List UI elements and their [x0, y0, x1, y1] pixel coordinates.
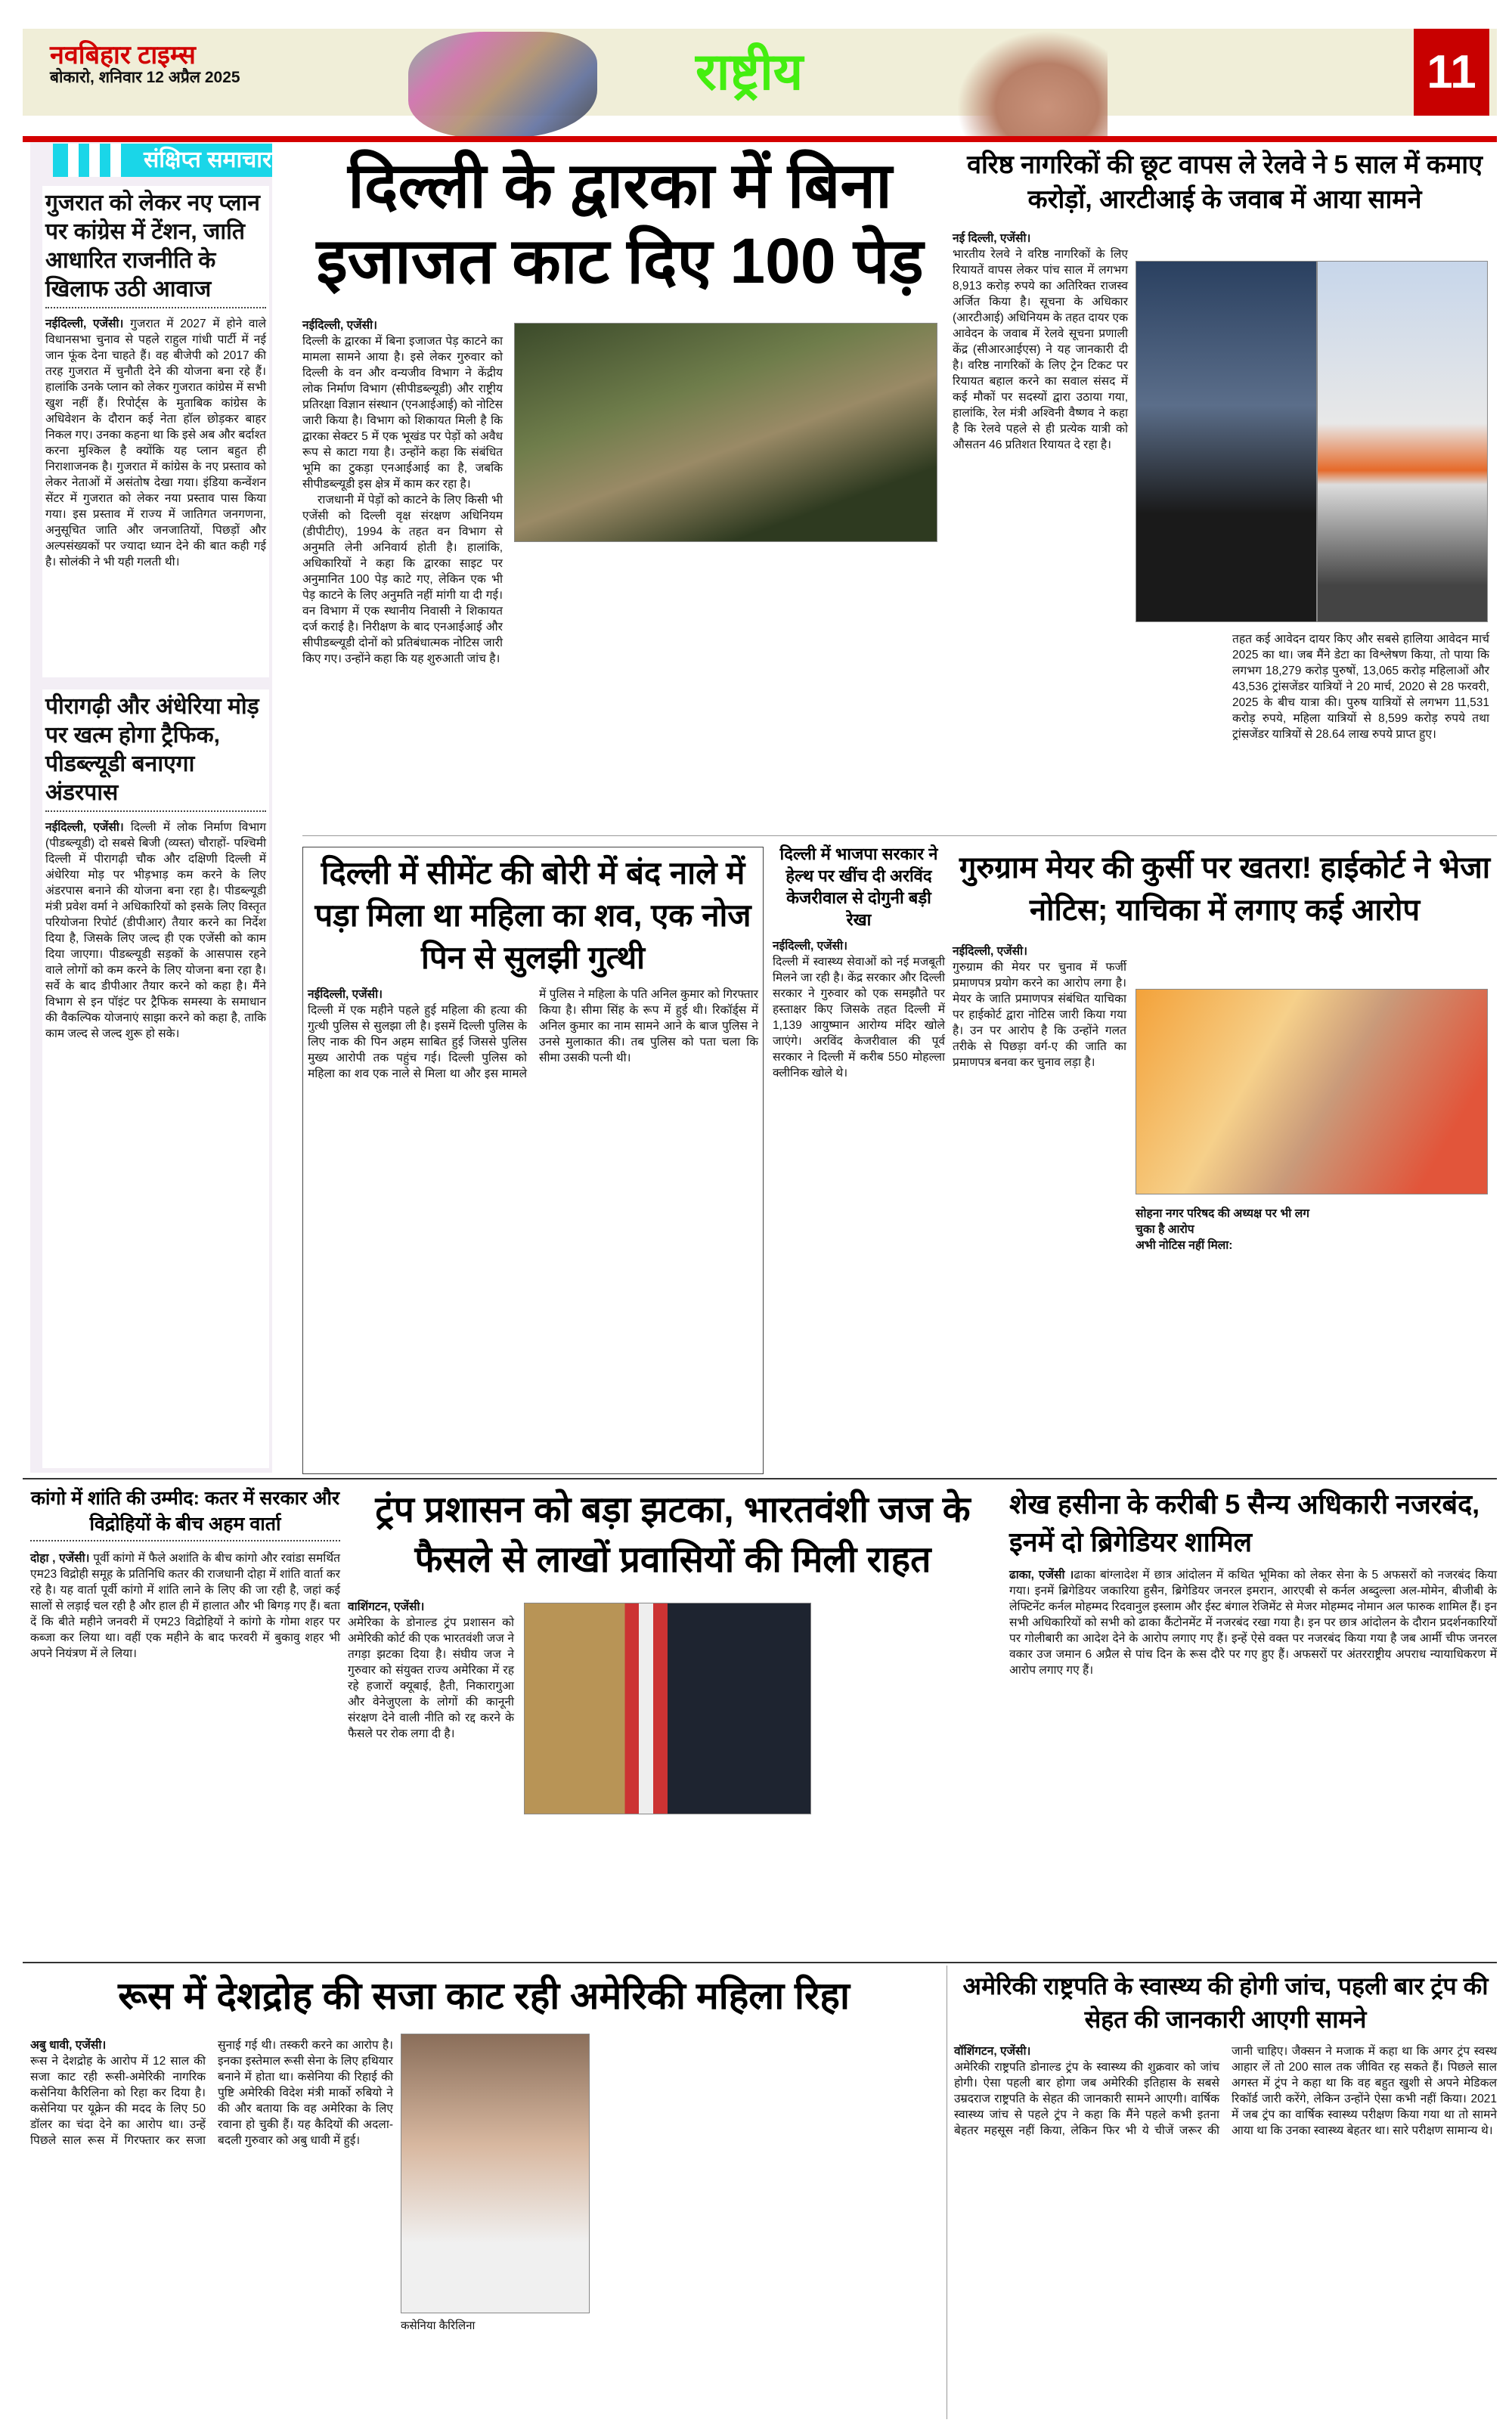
- article-body: दिल्ली में स्वास्थ्य सेवाओं को नई मजबूती मिलने जा रही है। केंद्र सरकार और दिल्ली सरकार ने गुरुवार को एक समझौते पर हस्ताक्षर किए जिसके तहत दिल्ली में 1,139 आयुष्मान आरोग्य मंदिर खोले जाएंगे। अरविंद केजरीवाल की पूर्व सरकार ने दिल्ली में करीब 550 मोहल्ला क्लीनिक खोले थे।: [773, 956, 945, 1080]
- bars-icon: [68, 144, 125, 177]
- byline: वॉशिंगटन, एजेंसी।: [954, 2045, 1031, 2058]
- subheading: सोहना नगर परिषद की अध्यक्ष पर भी लग चुका है आरोप: [1136, 1207, 1309, 1236]
- article-body: दिल्ली के द्वारका में बिना इजाजत पेड़ काटने का मामला सामने आया है। इसे लेकर गुरुवार को दिल्ली के वन और वन्यजीव विभाग ने केंद्रीय लोक निर्माण विभाग (सीपीडब्ल्यूडी) और राष्ट्रीय प्रतिरक्षा विज्ञान संस्थान (एनआईआई) को नोटिस जारी किया है। विभाग को शिकायत मिली है कि द्वारका सेक्टर 5 में एक भूखंड पर पेड़ों को अवैध रूप से काटा गया है। उन्होंने कहा कि संबंधित भूमि का टुकड़ा एनआईआई का है, जबकि सीपीडब्ल्यूडी इस क्षेत्र में काम कर रहा है।: [302, 335, 503, 491]
- headline: गुजरात को लेकर नए प्लान पर कांग्रेस में टेंशन, जाति आधारित राजनीति के खिलाफ उठी आवाज: [45, 189, 266, 308]
- train-photo: [1317, 261, 1488, 622]
- briefs-tag-label: संक्षिप्त समाचार: [144, 147, 272, 172]
- byline: ढाका, एजेंसी ।: [1009, 1569, 1074, 1582]
- byline: वाशिंगटन, एजेंसी।: [348, 1600, 425, 1613]
- brief-gujarat: [42, 186, 269, 677]
- byline: नईदिल्ली, एजेंसी।: [302, 319, 378, 332]
- subheading: अभी नोटिस नहीं मिला:: [1136, 1239, 1233, 1252]
- section-title: राष्ट्रीय: [696, 43, 804, 101]
- byline: नईदिल्ली, एजेंसी।: [953, 945, 1028, 958]
- headline: दिल्ली में सीमेंट की बोरी में बंद नाले में पड़ा मिला था महिला का शव, एक नोज पिन से सुलझी गुत्थी: [314, 855, 751, 975]
- divider: [23, 1478, 1497, 1479]
- headline: शेख हसीना के करीबी 5 सैन्य अधिकारी नजरबंद, इनमें दो ब्रिगेडियर शामिल: [1009, 1489, 1480, 1557]
- article-body: अमेरिकी राष्ट्रपति डोनाल्ड ट्रंप के स्वास्थ्य की शुक्रवार को जांच होगी। ऐसा पहली बार होगा जब अमेरिकी इतिहास के सबसे उम्रदराज राष्ट्रपति के सेहत की जानकारी सामने आएगी। वार्षिक स्वास्थ्य जांच से पहले ट्रंप ने कहा कि मैंने पहले कभी इतना बेहतर महसूस नहीं किया, लेकिन फिर भी ये चीजें जरूर की जानी चाहिए। जैक्सन ने मजाक में कहा था कि अगर ट्रंप स्वस्थ आहार लें तो 200 साल तक जीवित रह सकते हैं। पिछले साल अगस्त में ट्रंप ने कहा था कि वह बहुत खुशी से अपने मेडिकल रिकॉर्ड जारी करेंगे, लेकिन उन्होंने ऐसा कभी नहीं किया। 2021 में जब ट्रंप का वार्षिक स्वास्थ्य परीक्षण किया गया था तो सामने आया था कि उनका स्वास्थ्य बेहतर था। सारे परीक्षण सामान्य थे।: [954, 2045, 1497, 2137]
- article-body: ढाका बांग्लादेश में छात्र आंदोलन में कथित भूमिका को लेकर सेना के 5 अफसरों को नजरबंद किया गया। इनमें ब्रिगेडियर जकारिया हुसैन, ब्रिगेडियर जनरल इमरान, आरएबी से कर्नल अब्दुल्ला अल-मोमेन, बीजीबी के लेफ्टिनेंट कर्नल मोहम्मद रिदवानुल इस्लाम और ईस्ट बंगाल रेजिमेंट से मेजर मोहम्मद नोमान अल फारुक शामिल हैं। इन सभी अधिकारियों को सभी को ढाका कैंटोनमेंट में नजरबंद रखा गया है। इन पर छात्र आंदोलन के दौरान प्रदर्शनकारियों पर गोलीबारी का आदेश देने के आरोप लगाए गए हैं। इन्हें ऐसे वक्त पर नजरबंद किया गया है जब आर्मी चीफ जनरल वकार उज जमान 6 अप्रैल से पांच दिन के रूस दौरे पर गए हुए हैं। अफसरों पर अंतरराष्ट्रीय अपराध न्यायाधिकरण में आरोप लगाए गए हैं।: [1009, 1569, 1497, 1677]
- article-body: गुरुग्राम की मेयर पर चुनाव में फर्जी प्रमाणपत्र प्रयोग करने का आरोप लगा है। मेयर के जाति प्रमाणपत्र संबंधित याचिका पर हाईकोर्ट द्वारा नोटिस जारी किया गया है। उन पर आरोप है कि उन्होंने गलत तरीके से पिछड़ा वर्ग-ए की जाति का प्रमाणपत्र बनवा कर चुनाव लड़ा है।: [953, 961, 1126, 1069]
- article-congo: [30, 1486, 340, 1954]
- article-body: गुजरात में 2027 में होने वाले विधानसभा चुनाव से पहले राहुल गांधी पार्टी में नई जान फूंक देना चाहते हैं। वह बीजेपी को 2017 की तरह गुजरात में चुनौती देने की योजना बना रहे हैं। हालांकि उनके प्लान को लेकर गुजरात कांग्रेस में सभी खुश नहीं हैं। रिपोर्ट्स के मुताबिक कांग्रेस के अधिवेशन के दौरान कई नेता हॉल छोड़कर बाहर निकल गए। उनका कहना था कि इसे अब और बर्दाश्त करना मुश्किल है क्योंकि यह प्लान बहुत ही निराशाजनक है। गुजरात में कांग्रेस के नए प्रस्ताव को लेकर नेताओं में असंतोष देखा गया। इंडिया कन्वेंशन सेंटर में गुजरात को लेकर नया प्रस्ताव पास किया गया। इस प्रस्ताव में राज्य में जातिगत जनगणना, अनुसूचित जाति और जनजातियों, पिछड़ों और अल्पसंख्यकों पर ज्यादा ध्यान देने की बात कही गई है। सोलंकी ने भी यही गलती थी।: [45, 318, 267, 569]
- headline: गुरुग्राम मेयर की कुर्सी पर खतरा! हाईकोर्ट ने भेजा नोटिस; याचिका में लगाए कई आरोप: [959, 851, 1491, 927]
- headline: दिल्ली के द्वारका में बिना इजाजत काट दिए 100 पेड़: [316, 150, 924, 296]
- headline: वरिष्ठ नागरिकों की छूट वापस ले रेलवे ने 5 साल में कमाए करोड़ों, आरटीआई के जवाब में आया सामने: [967, 150, 1483, 214]
- article-cement: [302, 847, 764, 1474]
- article-hasina: [1009, 1486, 1497, 1954]
- byline: नईदिल्ली, एजेंसी।: [773, 940, 848, 953]
- ksenia-photo: [401, 2034, 590, 2313]
- divider: [23, 1962, 1497, 1963]
- article-body: अमेरिका के डोनाल्ड ट्रंप प्रशासन को अमेरिकी कोर्ट की एक भारतवंशी जज ने तगड़ा झटका दिया है। संघीय जज ने गुरुवार को संयुक्त राज्य अमेरिका में रह रहे हजारों क्यूबाई, हैती, निकारागुआ और वेनेजुएला के लोगों की कानूनी संरक्षण देने वाली नीति को रद्द करने के फैसले पर रोक लगा दी है।: [348, 1616, 514, 1740]
- article-railway: [953, 147, 1497, 820]
- headline: अमेरिकी राष्ट्रपति के स्वास्थ्य की होगी जांच, पहली बार ट्रंप की सेहत की जानकारी आएगी सामने: [962, 1972, 1489, 2033]
- article-health: [773, 843, 945, 1470]
- byline: अबु धावी, एजेंसी।: [30, 2039, 107, 2052]
- headline: कांगो में शांति की उम्मीद: कतर में सरकार और विद्रोहियों के बीच अहम वार्ता: [30, 1486, 340, 1541]
- article-body: पूर्वी कांगो में फैले अशांति के बीच कांगो और रवांडा समर्थित एम23 विद्रोही समूह के प्रतिनिधि कतर की राजधानी दोहा में शांति वार्ता कर रहे है। यह वार्ता पूर्वी कांगो में शांति लाने के लिए की जा रही है, जहां कई सालों से लड़ाई चल रही है और हाल ही में हालात और भी बिगड़ गए हैं। बता दें कि बीते महीने जनवरी में एम23 विद्रोहियों ने कांगो के गोमा शहर पर कब्जा कर लिया था। वहीं एक महीने के बाद फरवरी में बुकावु शहर भी अपने नियंत्रण में ले लिया।: [30, 1552, 340, 1660]
- brief-underpass: [42, 689, 269, 1468]
- article-trump-judge: [348, 1486, 998, 1954]
- article-body: दिल्ली में लोक निर्माण विभाग (पीडब्ल्यूडी) दो सबसे बिजी (व्यस्त) चौराहों- पश्चिमी दिल्ली में पीरागढ़ी चौक और दक्षिणी दिल्ली में अंधेरिया मोड़ पर भीड़भाड़ कम करने के लिए अंडरपास बनाने की योजना बना रहा है। पीडब्ल्यूडी मंत्री प्रवेश वर्मा ने अधिकारियों को इसके लिए विस्तृत परियोजना रिपोर्ट (डीपीआर) तैयार करने का निर्देश दिया है, जिसके लिए जल्द ही एक एजेंसी को काम दिया जाएगा। पीडब्ल्यूडी सड़कों के आसपास रहने वाले लोगों को कम करने के लिए योजना बना रहा है। सर्वे के बाद डीपीआर तैयार करने को कहा है। मैंने विभाग से इन पॉइंट पर ट्रैफिक समस्या के समाधान की वैकल्पिक योजनाएं साझा करने को कहा है, ताकि काम जल्द से जल्द शुरू हो सके।: [45, 821, 266, 1040]
- mayor-photo: [1136, 989, 1488, 1194]
- photo-caption: कसेनिया कैरिलिना: [401, 2319, 476, 2332]
- page-number: 11: [1414, 29, 1489, 116]
- headline: रूस में देशद्रोह की सजा काट रही अमेरिकी महिला रिहा: [118, 1975, 850, 2017]
- header-rule: [23, 136, 1497, 142]
- article-russia: [30, 1969, 937, 2415]
- byline: नई दिल्ली, एजेंसी।: [953, 232, 1031, 245]
- byline: नईदिल्ली, एजेंसी।: [308, 988, 383, 1001]
- dateline: बोकारो, शनिवार 12 अप्रैल 2025: [50, 69, 240, 86]
- article-gurugram: [953, 847, 1497, 1474]
- byline: नईदिल्ली, एजेंसी।: [45, 821, 124, 834]
- article-trump-health: [954, 1969, 1497, 2415]
- statue-image: [956, 30, 1108, 140]
- article-body: रूस ने देशद्रोह के आरोप में 12 साल की सजा काट रही रूसी-अमेरिकी नागरिक कसेनिया कैरिलिना को रिहा कर दिया है। कसेनिया पर यूक्रेन की मदद के लिए 50 डॉलर का चंदा देने का आरोप था। उन्हें पिछले साल रूस में गिरफ्तार कर सजा सुनाई गई थी। तस्करी करने का आरोप है। इनका इस्तेमाल रूसी सेना के लिए हथियार बनाने में होता था। कसेनिया की रिहाई की पुष्टि अमेरिकी विदेश मंत्री मार्को रुबियो ने की और बताया कि वह अमेरिका के लिए रवाना हो चुकी हैं। यह कैदियों की अदला-बदली गुरुवार को अबु धावी में हुई।: [30, 2039, 393, 2147]
- paper-name-logo: नवबिहार टाइम्स: [50, 41, 196, 70]
- byline: नईदिल्ली, एजेंसी।: [45, 318, 124, 330]
- headline: ट्रंप प्रशासन को बड़ा झटका, भारतवंशी जज के फैसले से लाखों प्रवासियों की मिली राहत: [375, 1490, 971, 1580]
- trump-photo: [524, 1603, 811, 1814]
- briefs-tag: [53, 144, 272, 177]
- article-dwarka: [302, 147, 937, 828]
- minister-photo: [1136, 261, 1317, 622]
- article-body: तहत कई आवेदन दायर किए और सबसे हालिया आवेदन मार्च 2025 का था। जब मैंने डेटा का विश्लेषण किया, तो पाया कि लगभग 18,279 करोड़ पुरुषों, 13,065 करोड़ महिलाओं और 43,536 ट्रांसजेंडर यात्रियों ने 20 मार्च, 2020 से 28 फरवरी, 2025 के बीच यात्रा की। पुरुष यात्रियों से लगभग 11,531 करोड़ रुपये, महिला यात्रियों से 8,599 करोड़ रुपये तथा ट्रांसजेंडर यात्रियों से 28.64 लाख रुपये प्राप्त हुए।: [1232, 633, 1489, 741]
- headline: दिल्ली में भाजपा सरकार ने हेल्थ पर खींच दी अरविंद केजरीवाल से दोगुनी बड़ी रेखा: [779, 844, 938, 929]
- article-body: राजधानी में पेड़ों को काटने के लिए किसी भी एजेंसी को दिल्ली वृक्ष संरक्षण अधिनियम (डीपीटीए), 1994 के तहत वन विभाग से अनुमति लेनी अनिवार्य होती है। हालांकि, अधिकारियों ने कहा कि द्वारका साइट पर अनुमानित 100 पेड़ काटे गए, लेकिन एक भी पेड़ काटने के लिए अनुमति नहीं मांगी या दी गई। वन विभाग में एक स्थानीय निवासी ने शिकायत दर्ज कराई है। निरीक्षण के बाद एनआईआई और सीपीडब्ल्यूडी दोनों को प्रतिबंधात्मक नोटिस जारी किए गए। उन्होंने कहा कि यह शुरुआती जांच है।: [302, 494, 503, 665]
- byline: दोहा , एजेंसी।: [30, 1552, 90, 1565]
- divider: [302, 835, 1497, 836]
- headline: पीरागढ़ी और अंधेरिया मोड़ पर खत्म होगा ट्रैफिक, पीडब्ल्यूडी बनाएगा अंडरपास: [45, 692, 266, 812]
- article-body: भारतीय रेलवे ने वरिष्ठ नागरिकों के लिए रियायतें वापस लेकर पांच साल में लगभग 8,913 करोड़ रुपये का अतिरिक्त राजस्व अर्जित किया है। सूचना के अधिकार (आरटीआई) अधिनियम के तहत दायर एक आवेदन के जवाब में रेलवे सूचना प्रणाली केंद्र (सीआरआईएस) ने यह जानकारी दी है। वरिष्ठ नागरिकों के लिए ट्रेन टिकट पर रियायत बहाल करने का सवाल संसद में कई मौकों पर सदस्यों द्वारा उठाया गया, हालांकि, रेल मंत्री अश्विनी वैष्णव ने कहा है कि रेलवे पहले से ही प्रत्येक यात्री को औसतन 46 प्रतिशत रियायत दे रहा है।: [953, 248, 1128, 451]
- article-body: दिल्ली में एक महीने पहले हुई महिला की हत्या की गुत्थी पुलिस से सुलझा ली है। इसमें दिल्ली पुलिस के लिए नाक की पिन अहम साबित हुई जिससे पुलिस मुख्य आरोपी तक पहुंच गई। दिल्ली पुलिस को महिला का शव एक नाले से मिला था और इस मामले में पुलिस ने महिला के पति अनिल कुमार को गिरफ्तार किया है। सीमा सिंह के रूप में हुई थी। रिकॉर्ड्स में अनिल कुमार का नाम सामने आने के बाज पुलिस ने उनसे मुलाकात की। तब पुलिस को पता चला कि सीमा उसकी पत्नी थी।: [308, 988, 758, 1080]
- tree-cutting-photo: [514, 323, 937, 542]
- state-map-collage-image: [408, 32, 597, 138]
